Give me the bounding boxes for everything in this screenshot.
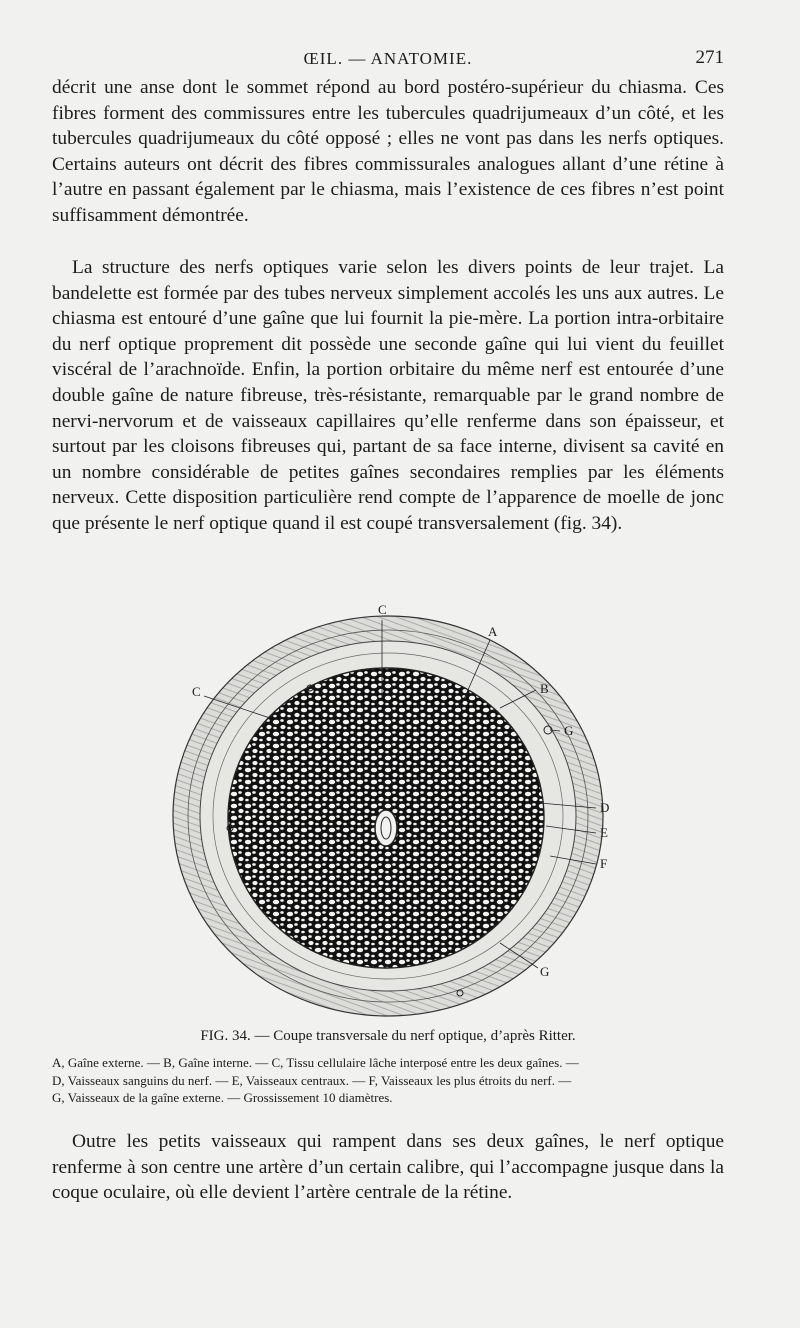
label-f: F — [600, 856, 608, 871]
label-g: G — [564, 723, 574, 738]
label-c-top: C — [378, 602, 387, 617]
paragraph-3: Outre les petits vaisseaux qui rampent dans ses deux gaînes, le nerf optique renferme à son centre une artère d’un certain calibre, qui l’accompagne jusque dans la coque oculaire, où elle devient l’artère centrale de la rétine. — [52, 1131, 724, 1204]
label-b: B — [540, 681, 549, 696]
legend-line: A, Gaîne externe. — B, Gaîne interne. — C, Tissu cellulaire lâche interposé entre les deux gaînes. — — [52, 1055, 579, 1070]
paragraph-1: décrit une anse dont le sommet répond au bord postéro-supérieur du chiasma. Ces fibres forment des commissures entre les tubercules quadrijumeaux d’un côté, et les tubercules quadrijumeaux du côté opposé ; elles ne vont pas dans les nerfs optiques. Certains auteurs ont décrit des fibres commissurales analogues allant d’une rétine à l’autre en passant également par le chiasma, mais l’existence de ces fibres n’est point suffisamment démontrée. — [52, 77, 724, 226]
figure-34 — [160, 598, 620, 1028]
page-number: 271 — [695, 47, 724, 68]
paragraph-2: La structure des nerfs optiques varie selon les divers points de leur trajet. La bandelette est formée par des tubes nerveux simplement accolés les uns aux autres. Le chiasma est entouré d’une gaîne que lui fournit la pie-mère. La portion intra-orbitaire du nerf optique proprement dit possède une seconde gaîne qui lui vient du feuillet viscéral de l’arachnoïde. Enfin, la portion orbitaire du même nerf est entourée d’une double gaîne de nature fibreuse, très-résistante, remarquable par le grand nombre de nervi-nervorum et de vaisseaux capillaires qu’elle renferme dans son épaisseur, et surtout par les cloisons fibreuses qui, partant de sa face interne, divisent sa cavité en un nombre considérable de petites gaînes secondaires remplies par les éléments nerveux. Cette disposition particulière rend compte de l’apparence de moelle de jonc que présente le nerf optique quand il est coupé transversalement (fig. 34). — [52, 257, 724, 534]
legend-line: D, Vaisseaux sanguins du nerf. — E, Vaisseaux centraux. — F, Vaisseaux les plus étroits du nerf. — — [52, 1072, 572, 1088]
central-vessel — [375, 810, 397, 846]
label-d: D — [600, 800, 610, 815]
label-c-left: C — [192, 684, 201, 699]
label-e: E — [600, 825, 608, 840]
running-title: ŒIL. — ANATOMIE. — [303, 49, 473, 68]
running-header — [52, 47, 724, 73]
label-c-bottom: G — [540, 964, 550, 979]
figure-caption: FIG. 34. — Coupe transversale du nerf optique, d’après Ritter. — [200, 1028, 576, 1044]
label-a: A — [488, 624, 498, 639]
legend-line: G, Vaisseaux de la gaîne externe. — Grossissement 10 diamètres. — [52, 1090, 393, 1105]
optic-nerve-cross-section — [160, 598, 620, 1028]
figure-legend — [52, 1054, 724, 1107]
